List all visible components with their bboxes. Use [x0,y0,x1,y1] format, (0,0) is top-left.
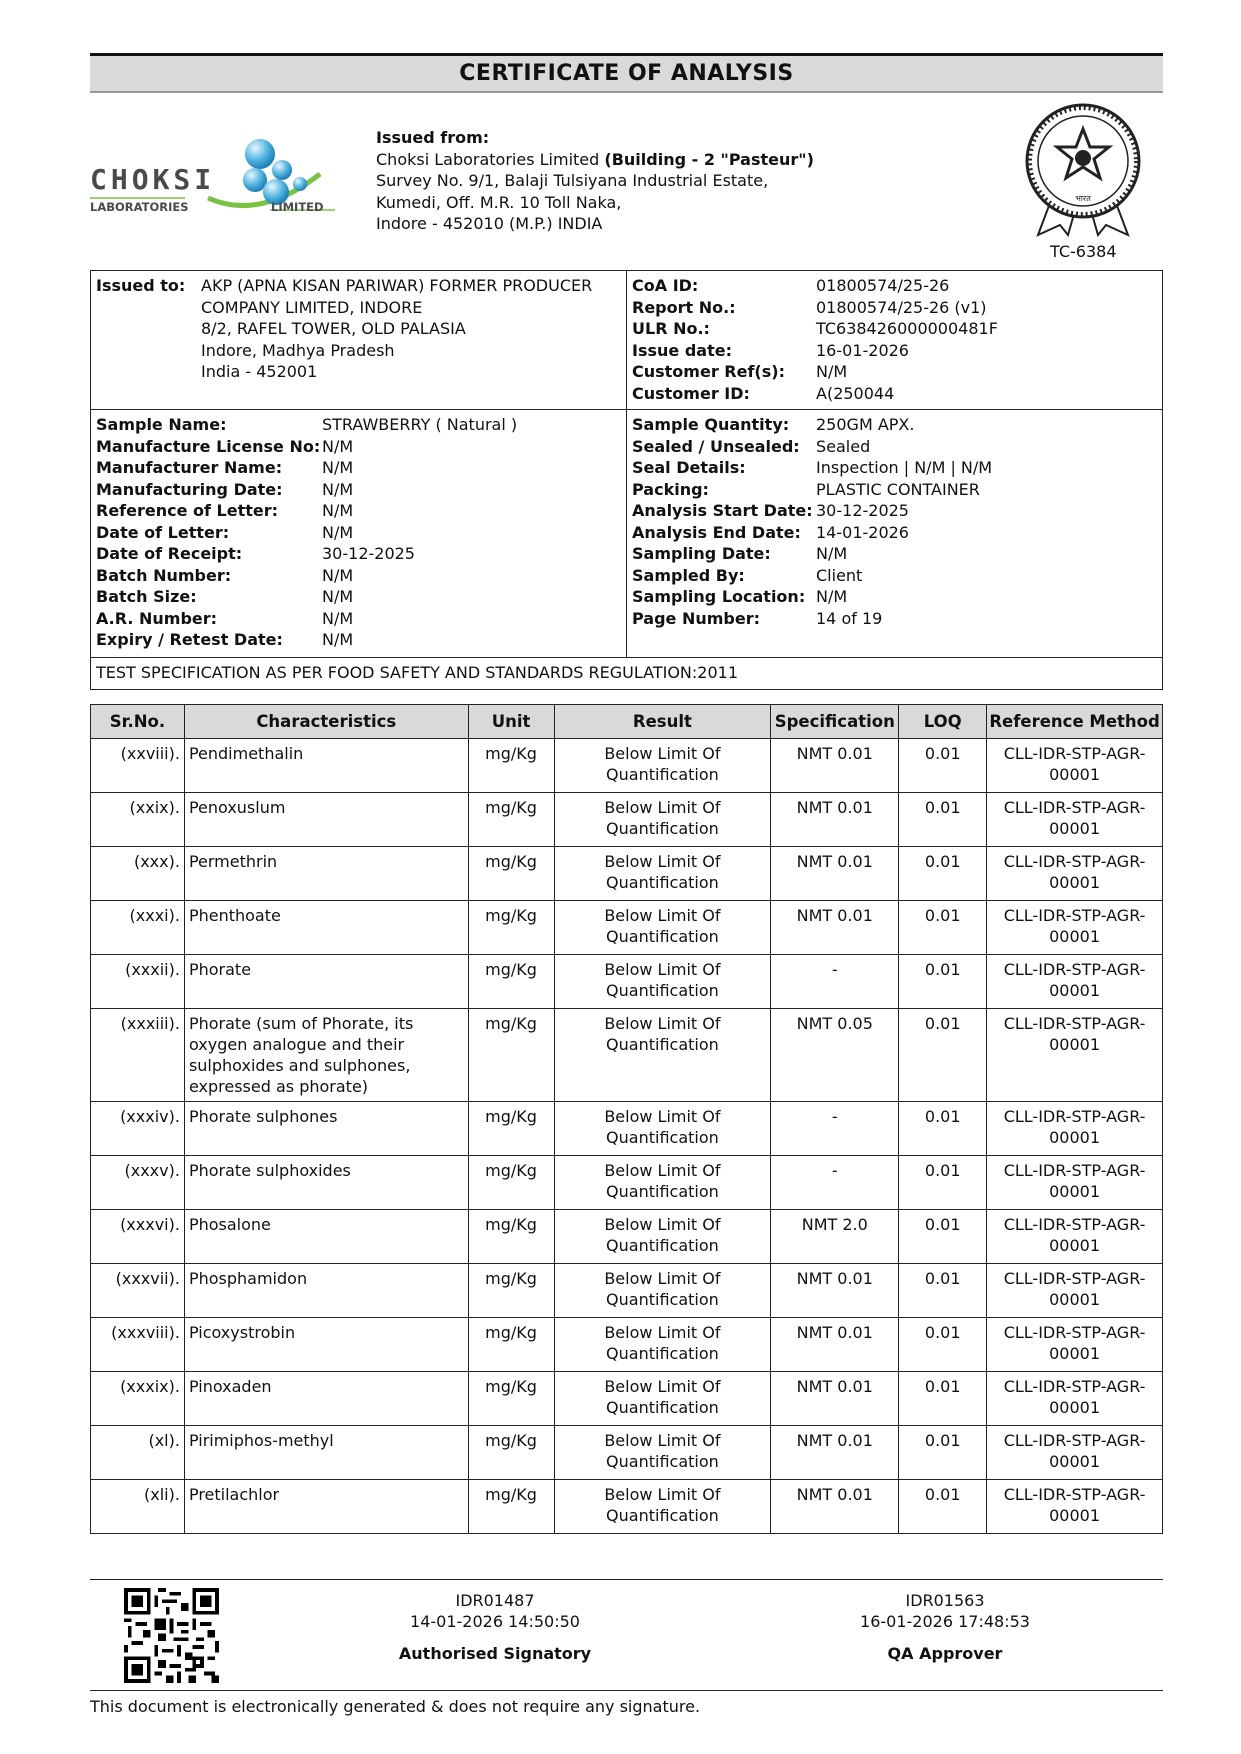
issued-to-line: 8/2, RAFEL TOWER, OLD PALASIA [201,319,466,338]
issued-to-address [201,275,592,383]
cell-sr: (xxxix). [91,1372,185,1426]
sample-details-box [90,410,1163,658]
sample-value: N/M [816,544,848,563]
cell-loq: 0.01 [899,1480,987,1534]
sample-value: 30-12-2025 [816,501,909,520]
sample-key: A.R. Number: [96,608,218,628]
sample-key: Sampled By: [632,565,745,585]
cell-spec: NMT 2.0 [771,1210,899,1264]
sample-value: PLASTIC CONTAINER [816,479,980,499]
cell-sr: (xxxii). [91,955,185,1009]
sample-row [632,479,992,501]
sample-row [96,436,517,458]
cell-sr: (xxxv). [91,1156,185,1210]
coa-row [632,318,998,340]
sample-key: Manufacture License No: [96,436,321,456]
cell-spec: NMT 0.01 [771,739,899,793]
signatory-datetime: 14-01-2026 14:50:50 [410,1612,580,1631]
cell-method: CLL-IDR-STP-AGR-00001 [987,1372,1163,1426]
cell-method: CLL-IDR-STP-AGR-00001 [987,1480,1163,1534]
cell-characteristic: Penoxuslum [184,793,468,847]
column-divider [626,410,627,657]
cell-characteristic: Phosalone [184,1210,468,1264]
sample-row [632,457,992,479]
cell-sr: (xxxvii). [91,1264,185,1318]
results-table [90,704,1163,1534]
coa-row [632,340,998,362]
cell-unit: mg/Kg [468,1264,554,1318]
sample-row [632,414,992,436]
cell-sr: (xxviii). [91,739,185,793]
cell-characteristic: Pendimethalin [184,739,468,793]
sample-row [632,608,992,630]
cell-unit: mg/Kg [468,793,554,847]
cell-loq: 0.01 [899,1156,987,1210]
table-row [91,793,1163,847]
signatory-role: Authorised Signatory [398,1644,592,1663]
seal-center-text: भारत [1075,194,1091,203]
cell-unit: mg/Kg [468,1102,554,1156]
issued-from-block [376,127,896,235]
cell-result: Below Limit Of Quantification [554,1102,771,1156]
footer-note: This document is electronically generated & does not require any signature. [90,1697,701,1716]
accreditation-seal [1020,103,1146,238]
approver-role: QA Approver [887,1644,1003,1663]
coa-key: Customer ID: [632,383,750,403]
issued-from-label: Issued from: [376,128,490,147]
sample-row [96,608,517,630]
sample-value: N/M [322,565,354,585]
col-header-unit: Unit [468,705,554,739]
issued-to-label: Issued to: [96,276,186,295]
cell-result: Below Limit Of Quantification [554,793,771,847]
cell-sr: (xxx). [91,847,185,901]
cell-characteristic: Pretilachlor [184,1480,468,1534]
sample-value: 14-01-2026 [816,522,909,542]
cell-result: Below Limit Of Quantification [554,901,771,955]
issued-from-line1 [376,149,896,171]
table-row [91,1210,1163,1264]
sample-value: N/M [322,630,354,649]
cell-result: Below Limit Of Quantification [554,739,771,793]
cell-method: CLL-IDR-STP-AGR-00001 [987,847,1163,901]
coa-row [632,383,998,405]
sample-key: Expiry / Retest Date: [96,630,283,649]
col-header-sr: Sr.No. [91,705,185,739]
sample-key: Sampling Date: [632,544,771,563]
logo-sub-right: LIMITED [271,200,324,214]
sample-row [96,629,517,651]
coa-value: 01800574/25-26 (v1) [816,297,987,317]
sample-value: STRAWBERRY ( Natural ) [322,415,518,434]
coa-details [632,275,998,404]
table-row [91,1156,1163,1210]
cell-characteristic: Phorate sulphoxides [184,1156,468,1210]
table-row [91,1480,1163,1534]
issued-to-line: India - 452001 [201,362,318,381]
sample-row [632,500,992,522]
cell-sr: (xxix). [91,793,185,847]
cell-method: CLL-IDR-STP-AGR-00001 [987,1102,1163,1156]
cell-spec: NMT 0.01 [771,793,899,847]
sample-value: Sealed [816,436,871,456]
cell-characteristic: Phenthoate [184,901,468,955]
col-header-result: Result [554,705,771,739]
sample-value: Inspection | N/M | N/M [816,458,993,477]
cell-unit: mg/Kg [468,1156,554,1210]
cell-sr: (xxxi). [91,901,185,955]
sample-value: N/M [322,522,354,542]
sample-row [96,414,517,436]
sample-row [96,543,517,565]
table-body [91,739,1163,1534]
sample-value: N/M [322,479,354,499]
choksi-logo [90,136,350,226]
approver-datetime: 16-01-2026 17:48:53 [860,1612,1030,1631]
cell-unit: mg/Kg [468,1318,554,1372]
coa-value: TC638426000000481F [816,319,998,338]
cell-sr: (xxxvi). [91,1210,185,1264]
cell-sr: (xl). [91,1426,185,1480]
coa-key: Report No.: [632,297,736,317]
cell-characteristic: Pirimiphos-methyl [184,1426,468,1480]
sample-row [96,500,517,522]
sample-key: Batch Number: [96,565,232,585]
sample-row [632,586,992,608]
cell-spec: - [771,955,899,1009]
issued-from-line4: Indore - 452010 (M.P.) INDIA [376,214,603,233]
sample-key: Manufacturer Name: [96,458,283,477]
issued-to-line: AKP (APNA KISAN PARIWAR) FORMER PRODUCER [201,276,593,295]
cell-method: CLL-IDR-STP-AGR-00001 [987,955,1163,1009]
cell-characteristic: Picoxystrobin [184,1318,468,1372]
cell-method: CLL-IDR-STP-AGR-00001 [987,739,1163,793]
table-row [91,1426,1163,1480]
seal-graphic [1020,103,1146,238]
logo-brand-text: CHOKSI [90,163,216,196]
qr-code-icon [124,1588,219,1683]
cell-method: CLL-IDR-STP-AGR-00001 [987,1156,1163,1210]
sample-key: Manufacturing Date: [96,479,283,499]
sample-key: Batch Size: [96,587,197,606]
sample-value: N/M [816,587,848,606]
cell-loq: 0.01 [899,955,987,1009]
table-row [91,1264,1163,1318]
cell-characteristic: Pinoxaden [184,1372,468,1426]
cell-loq: 0.01 [899,1426,987,1480]
issued-from-line2: Survey No. 9/1, Balaji Tulsiyana Industrial Estate, [376,171,769,190]
sample-row [632,565,992,587]
sample-value: N/M [322,436,354,456]
col-header-characteristics: Characteristics [184,705,468,739]
cell-result: Below Limit Of Quantification [554,1372,771,1426]
cell-characteristic: Phorate [184,955,468,1009]
cell-unit: mg/Kg [468,1480,554,1534]
cell-sr: (xxxviii). [91,1318,185,1372]
coa-value: 16-01-2026 [816,340,909,360]
sample-row [632,522,992,544]
table-row [91,739,1163,793]
coa-value: A(250044 [816,383,895,403]
document-title: CERTIFICATE OF ANALYSIS [90,53,1163,93]
sample-key: Page Number: [632,608,761,628]
cell-spec: NMT 0.01 [771,1318,899,1372]
cell-sr: (xli). [91,1480,185,1534]
column-divider [626,271,627,409]
cell-spec: NMT 0.01 [771,1372,899,1426]
coa-value: N/M [816,362,848,381]
cell-spec: NMT 0.01 [771,1426,899,1480]
sample-details-right [632,414,992,629]
cell-sr: (xxxiv). [91,1102,185,1156]
sample-value: N/M [322,501,354,520]
cell-result: Below Limit Of Quantification [554,1318,771,1372]
table-row [91,955,1163,1009]
cell-unit: mg/Kg [468,901,554,955]
coa-row [632,297,998,319]
qa-approver [820,1590,1070,1664]
sample-row [96,565,517,587]
col-header-specification: Specification [771,705,899,739]
col-header-loq: LOQ [899,705,987,739]
cell-result: Below Limit Of Quantification [554,1426,771,1480]
coa-key: Customer Ref(s): [632,362,785,381]
cell-spec: NMT 0.01 [771,1264,899,1318]
cell-method: CLL-IDR-STP-AGR-00001 [987,1009,1163,1102]
cell-loq: 0.01 [899,1372,987,1426]
issued-to-block [96,275,592,383]
cell-method: CLL-IDR-STP-AGR-00001 [987,1210,1163,1264]
sample-key: Packing: [632,479,709,499]
choksi-logo-graphic [90,136,350,226]
sample-row [632,543,992,565]
cell-unit: mg/Kg [468,1372,554,1426]
cell-result: Below Limit Of Quantification [554,1264,771,1318]
coa-row [632,361,998,383]
sample-value: N/M [322,587,354,606]
cell-spec: NMT 0.05 [771,1009,899,1102]
cell-result: Below Limit Of Quantification [554,1210,771,1264]
sample-key: Seal Details: [632,458,746,477]
seal-label: TC-6384 [1050,242,1117,261]
cell-unit: mg/Kg [468,1009,554,1102]
cell-spec: NMT 0.01 [771,901,899,955]
cell-loq: 0.01 [899,1210,987,1264]
table-row [91,901,1163,955]
sample-row [96,479,517,501]
sample-value: 30-12-2025 [322,544,415,563]
sample-value: N/M [322,608,354,628]
cell-characteristic: Phorate (sum of Phorate, its oxygen analogue and their sulphoxides and sulphones, expressed as phorate) [184,1009,468,1102]
cell-method: CLL-IDR-STP-AGR-00001 [987,1264,1163,1318]
lab-building: (Building - 2 "Pasteur") [604,149,814,169]
coa-key: Issue date: [632,340,732,360]
cell-result: Below Limit Of Quantification [554,1156,771,1210]
cell-unit: mg/Kg [468,1426,554,1480]
cell-loq: 0.01 [899,739,987,793]
logo-sub-left: LABORATORIES [90,200,189,214]
sample-key: Analysis Start Date: [632,501,813,520]
cell-spec: NMT 0.01 [771,1480,899,1534]
table-row [91,1102,1163,1156]
cell-result: Below Limit Of Quantification [554,955,771,1009]
table-row [91,1372,1163,1426]
cell-unit: mg/Kg [468,847,554,901]
sample-key: Reference of Letter: [96,501,279,520]
cell-method: CLL-IDR-STP-AGR-00001 [987,901,1163,955]
issued-to-coa-box [90,270,1163,410]
table-row [91,1318,1163,1372]
sample-key: Date of Receipt: [96,544,243,563]
sample-row [96,586,517,608]
cell-method: CLL-IDR-STP-AGR-00001 [987,1426,1163,1480]
issued-to-line: Indore, Madhya Pradesh [201,340,395,360]
approver-id: IDR01563 [905,1591,985,1610]
table-row [91,1009,1163,1102]
issued-from-line3: Kumedi, Off. M.R. 10 Toll Naka, [376,192,622,212]
sample-value: Client [816,565,863,585]
coa-key: ULR No.: [632,319,710,338]
sample-value: 250GM APX. [816,415,915,434]
table-row [91,847,1163,901]
sample-key: Sample Quantity: [632,415,790,434]
authorised-signatory [370,1590,620,1664]
sample-row [632,436,992,458]
cell-unit: mg/Kg [468,1210,554,1264]
cell-loq: 0.01 [899,1102,987,1156]
sample-key: Date of Letter: [96,522,230,542]
sample-details-left [96,414,517,651]
cell-loq: 0.01 [899,793,987,847]
coa-value: 01800574/25-26 [816,276,950,295]
cell-spec: NMT 0.01 [771,847,899,901]
cell-result: Below Limit Of Quantification [554,1009,771,1102]
qr-code-graphic [124,1588,219,1683]
cell-loq: 0.01 [899,1318,987,1372]
sample-key: Sampling Location: [632,587,806,606]
cell-characteristic: Phosphamidon [184,1264,468,1318]
cell-loq: 0.01 [899,847,987,901]
sample-row [96,457,517,479]
cell-sr: (xxxiii). [91,1009,185,1102]
col-header-method: Reference Method [987,705,1163,739]
cell-loq: 0.01 [899,1009,987,1102]
cell-loq: 0.01 [899,901,987,955]
footer-divider-top [90,1579,1163,1580]
table-header-row [91,705,1163,739]
signatory-id: IDR01487 [455,1591,535,1610]
issued-to-line: COMPANY LIMITED, INDORE [201,297,423,317]
cell-unit: mg/Kg [468,739,554,793]
footer-divider-bottom [90,1690,1163,1691]
test-specification: TEST SPECIFICATION AS PER FOOD SAFETY AND STANDARDS REGULATION:2011 [90,658,1163,690]
cell-characteristic: Phorate sulphones [184,1102,468,1156]
lab-name: Choksi Laboratories Limited [376,149,605,169]
sample-key: Analysis End Date: [632,522,801,542]
sample-key: Sealed / Unsealed: [632,436,800,456]
cell-method: CLL-IDR-STP-AGR-00001 [987,1318,1163,1372]
sample-key: Sample Name: [96,415,227,434]
sample-value: N/M [322,458,354,477]
coa-row [632,275,998,297]
cell-spec: - [771,1156,899,1210]
cell-loq: 0.01 [899,1264,987,1318]
sample-value: 14 of 19 [816,608,883,628]
sample-row [96,522,517,544]
cell-characteristic: Permethrin [184,847,468,901]
cell-result: Below Limit Of Quantification [554,847,771,901]
cell-result: Below Limit Of Quantification [554,1480,771,1534]
coa-key: CoA ID: [632,276,699,295]
cell-method: CLL-IDR-STP-AGR-00001 [987,793,1163,847]
cell-unit: mg/Kg [468,955,554,1009]
cell-spec: - [771,1102,899,1156]
